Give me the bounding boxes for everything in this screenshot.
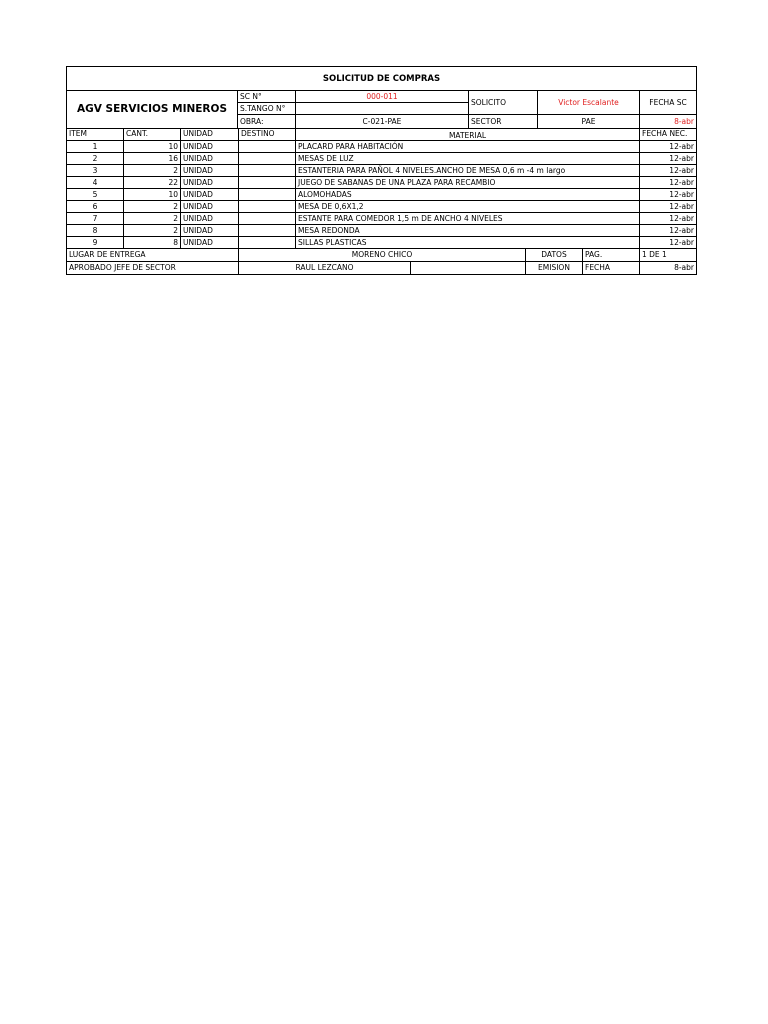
cell-cant: 2 xyxy=(123,200,180,212)
cell-item: 2 xyxy=(67,152,123,164)
datos-label: DATOS xyxy=(525,248,582,261)
cell-destino xyxy=(238,140,295,152)
cell-destino xyxy=(238,200,295,212)
cell-fecha-nec: 12-abr xyxy=(639,152,696,164)
stango-number-value xyxy=(295,102,468,114)
sc-number-label: SC N° xyxy=(238,90,295,102)
cell-unidad: UNIDAD xyxy=(180,164,238,176)
sc-number-value: 000-011 xyxy=(295,90,468,102)
cell-destino xyxy=(238,224,295,236)
cell-unidad: UNIDAD xyxy=(180,152,238,164)
cell-cant: 10 xyxy=(123,140,180,152)
column-header-fecha-nec: FECHA NEC. xyxy=(639,128,696,140)
cell-destino xyxy=(238,164,295,176)
obra-label: OBRA: xyxy=(238,114,295,128)
cell-item: 9 xyxy=(67,236,123,248)
cell-cant: 16 xyxy=(123,152,180,164)
cell-material: ESTANTERIA PARA PAÑOL 4 NIVELES.ANCHO DE MESA 0,6 m -4 m largo xyxy=(295,164,639,176)
cell-destino xyxy=(238,188,295,200)
cell-destino xyxy=(238,152,295,164)
cell-item: 4 xyxy=(67,176,123,188)
cell-material: MESAS DE LUZ xyxy=(295,152,639,164)
cell-cant: 10 xyxy=(123,188,180,200)
cell-fecha-nec: 12-abr xyxy=(639,224,696,236)
lugar-entrega-label: LUGAR DE ENTREGA xyxy=(67,248,238,261)
cell-fecha-nec: 12-abr xyxy=(639,236,696,248)
lugar-entrega-value: MORENO CHICO xyxy=(238,248,525,261)
cell-fecha-nec: 12-abr xyxy=(639,164,696,176)
cell-destino xyxy=(238,236,295,248)
cell-fecha-nec: 12-abr xyxy=(639,212,696,224)
pag-value: 1 DE 1 xyxy=(639,248,696,261)
cell-material: MESA DE 0,6X1,2 xyxy=(295,200,639,212)
cell-item: 7 xyxy=(67,212,123,224)
cell-item: 6 xyxy=(67,200,123,212)
solicito-label: SOLICITO xyxy=(468,90,537,114)
aprobado-value: RAUL LEZCANO xyxy=(238,261,410,274)
cell-unidad: UNIDAD xyxy=(180,236,238,248)
cell-material: PLACARD PARA HABITACIÓN xyxy=(295,140,639,152)
cell-unidad: UNIDAD xyxy=(180,140,238,152)
fecha-value: 8-abr xyxy=(639,261,696,274)
cell-item: 1 xyxy=(67,140,123,152)
column-header-unidad: UNIDAD xyxy=(180,128,238,140)
column-header-item: ITEM xyxy=(67,128,123,140)
cell-unidad: UNIDAD xyxy=(180,212,238,224)
column-header-cant: CANT. xyxy=(123,128,180,140)
obra-value: C-021-PAE xyxy=(295,114,468,128)
cell-cant: 2 xyxy=(123,212,180,224)
aprobado-label: APROBADO JEFE DE SECTOR xyxy=(67,261,238,274)
pag-label: PAG. xyxy=(582,248,639,261)
cell-fecha-nec: 12-abr xyxy=(639,140,696,152)
purchase-request-form xyxy=(66,66,697,275)
cell-fecha-nec: 12-abr xyxy=(639,188,696,200)
company-name: AGV SERVICIOS MINEROS xyxy=(67,90,238,128)
fecha-sc-label: FECHA SC xyxy=(639,90,696,114)
cell-cant: 22 xyxy=(123,176,180,188)
cell-material: MESA REDONDA xyxy=(295,224,639,236)
emision-label: EMISION xyxy=(525,261,582,274)
column-header-destino: DESTINO xyxy=(238,128,295,140)
fecha-label: FECHA xyxy=(582,261,639,274)
cell-material: ALOMOHADAS xyxy=(295,188,639,200)
aprobado-signature-cell xyxy=(410,261,525,274)
cell-unidad: UNIDAD xyxy=(180,224,238,236)
form-title: SOLICITUD DE COMPRAS xyxy=(322,73,441,84)
cell-material: ESTANTE PARA COMEDOR 1,5 m DE ANCHO 4 NIVELES xyxy=(295,212,639,224)
sector-value: PAE xyxy=(537,114,639,128)
cell-fecha-nec: 12-abr xyxy=(639,176,696,188)
column-header-material: MATERIAL xyxy=(295,128,639,140)
cell-cant: 2 xyxy=(123,224,180,236)
cell-destino xyxy=(238,176,295,188)
cell-item: 3 xyxy=(67,164,123,176)
fecha-sc-value: 8-abr xyxy=(639,114,696,128)
cell-material: JUEGO DE SABANAS DE UNA PLAZA PARA RECAMBIO xyxy=(295,176,639,188)
cell-item: 8 xyxy=(67,224,123,236)
cell-material: SILLAS PLASTICAS xyxy=(295,236,639,248)
solicito-value: Victor Escalante xyxy=(537,90,639,114)
cell-fecha-nec: 12-abr xyxy=(639,200,696,212)
cell-cant: 8 xyxy=(123,236,180,248)
sector-label: SECTOR xyxy=(468,114,537,128)
cell-item: 5 xyxy=(67,188,123,200)
cell-unidad: UNIDAD xyxy=(180,188,238,200)
cell-unidad: UNIDAD xyxy=(180,200,238,212)
cell-unidad: UNIDAD xyxy=(180,176,238,188)
cell-destino xyxy=(238,212,295,224)
stango-number-label: S.TANGO N° xyxy=(238,102,295,114)
cell-cant: 2 xyxy=(123,164,180,176)
